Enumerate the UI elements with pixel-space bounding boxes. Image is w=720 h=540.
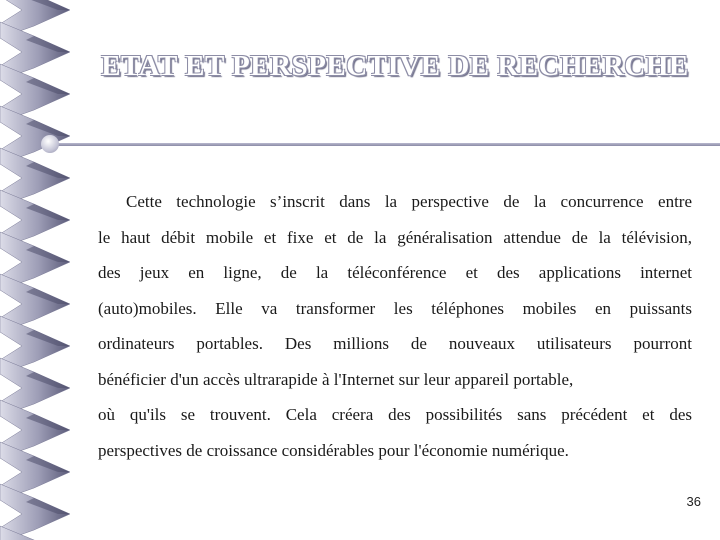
body-paragraph — [98, 184, 692, 468]
chevron-border-decoration — [0, 0, 90, 540]
body-line: le haut débit mobile et fixe et de la généralisation attendue de la télévision, — [98, 227, 692, 247]
body-line: où qu'ils se trouvent. Cela créera des possibilités sans précédent et des — [98, 405, 692, 424]
body-line: des jeux en ligne, de la téléconférence et des applications internet — [98, 263, 692, 282]
body-line: ordinateurs portables. Des millions de nouveaux utilisateurs pourront — [98, 334, 692, 353]
page-number: 36 — [686, 494, 701, 509]
title-divider — [52, 143, 720, 146]
body-line: perspectives de croissance considérables pour l'économie numérique. — [98, 440, 569, 460]
divider-knob — [41, 135, 59, 153]
body-line: Cette technologie s’inscrit dans la perspective de la concurrence entre — [126, 192, 692, 211]
body-line: (auto)mobiles. Elle va transformer les téléphones mobiles en puissants — [98, 298, 692, 318]
body-line: bénéficier d'un accès ultrarapide à l'Internet sur leur appareil portable, — [98, 369, 574, 389]
slide-title: ETAT ET PERSPECTIVE DE RECHERCHE — [101, 50, 689, 82]
